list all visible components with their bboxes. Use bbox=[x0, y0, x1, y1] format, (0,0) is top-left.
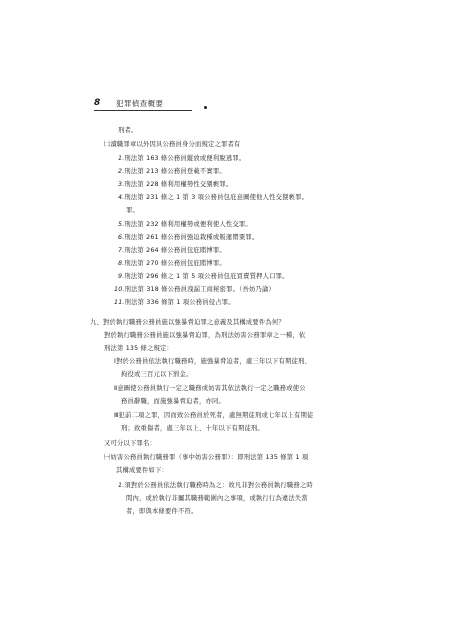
clause-marker: Ⅲ bbox=[114, 412, 119, 419]
statute-item bbox=[118, 193, 308, 203]
statute-text: 刑法第 270 條公務員包庇賭博罪。 bbox=[124, 260, 226, 267]
statute-text: 刑法第 318 條公務員洩漏工商秘密罪。（吾妨乃論） bbox=[124, 286, 275, 293]
statute-text: 刑法第 336 條第 1 項公務員侵占罪。 bbox=[124, 299, 235, 306]
statute-item bbox=[118, 259, 226, 269]
statute-number: 5. bbox=[118, 221, 125, 228]
element-text: 須對於公務員依法執行職務時為之：故凡非對公務員執行職務之時 bbox=[124, 482, 313, 489]
crime-heading: 其構成要件如下： bbox=[116, 467, 168, 474]
statute-text: 刑法第 261 條公務員強迫栽種或販運罌粟罪。 bbox=[124, 234, 259, 241]
statute-item bbox=[114, 298, 235, 308]
clause-3-line bbox=[114, 411, 313, 421]
statute-number: 6. bbox=[118, 234, 125, 241]
statute-item bbox=[118, 246, 226, 256]
clause-text: 拘役或三百元以下罰金。 bbox=[121, 371, 193, 378]
statute-text: 刑法第 228 條利用權勢性交猥褻罪。 bbox=[124, 181, 233, 188]
statute-continuation: 罪。 bbox=[126, 207, 139, 214]
clause-text: 刑；致重傷者，處三年以上、十年以下有期徒刑。 bbox=[121, 425, 264, 432]
statute-number: 10. bbox=[114, 286, 125, 293]
clause-text: 意圖使公務員執行一定之職務或妨害其依法執行一定之職務或使公 bbox=[117, 385, 306, 392]
statute-item bbox=[118, 167, 226, 177]
statute-number: 7. bbox=[118, 247, 125, 254]
element-line bbox=[118, 481, 313, 491]
clause-text: 犯前二項之罪，因而致公務員於死者，處無期徒刑或七年以上有期徒 bbox=[118, 412, 314, 419]
sub-heading: ㈡瀆職罪章以外因具公務員身分而規定之罪者有 bbox=[104, 141, 241, 148]
statute-number: 11. bbox=[114, 299, 125, 306]
running-header-title: 犯罪偵查概要 bbox=[116, 99, 164, 108]
element-text: 者，即與本條要件不符。 bbox=[126, 508, 198, 515]
clause-marker: Ⅱ bbox=[114, 385, 118, 392]
element-text: 間內，或於執行非屬其職務範圍內之事項，或執行行為違法失當 bbox=[126, 495, 308, 502]
element-number: 1. bbox=[118, 482, 125, 489]
statute-item bbox=[118, 154, 245, 164]
statute-text: 刑法第 296 條之 1 第 5 項公務員包庇買賣質押人口罪。 bbox=[124, 273, 289, 280]
statute-item bbox=[118, 180, 232, 190]
header-dot bbox=[204, 106, 207, 109]
section-heading: 九、對於執行職務公務員施以強暴脅迫罪之意義及其構成要件為何？ bbox=[90, 319, 285, 326]
statute-text: 刑法第 264 條公務員包庇賭博罪。 bbox=[124, 247, 226, 254]
clause-text: 務員辭職，而施強暴脅迫者，亦同。 bbox=[121, 398, 225, 405]
statute-item bbox=[118, 220, 252, 230]
clause-2-line bbox=[114, 384, 306, 394]
page-number: 8 bbox=[94, 98, 101, 108]
statute-item bbox=[118, 233, 258, 243]
split-intro: 又可分以下罪名： bbox=[104, 440, 156, 447]
section-paragraph-line: 對於執行職務公務員施以強暴脅迫罪，為刑法妨害公務罪章之一種，依 bbox=[104, 332, 306, 339]
statute-number: 8. bbox=[118, 260, 125, 267]
statute-item bbox=[114, 285, 275, 295]
intro-tail: 刑者。 bbox=[118, 127, 138, 134]
statute-text: 刑法第 231 條之 1 第 3 項公務員包庇意圖使他人性交猥褻罪。 bbox=[124, 194, 309, 201]
statute-number: 4. bbox=[118, 194, 125, 201]
header-rule bbox=[94, 110, 192, 111]
statute-number: 2. bbox=[118, 168, 125, 175]
statute-item bbox=[118, 272, 289, 282]
running-header bbox=[94, 98, 214, 112]
statute-text: 刑法第 163 條公務員縱放或便利脫逃罪。 bbox=[124, 155, 246, 162]
clause-1-line bbox=[114, 357, 311, 367]
statute-number: 9. bbox=[118, 273, 125, 280]
clause-text: 對於公務員依法執行職務時，施強暴脅迫者，處三年以下有期徒刑、 bbox=[116, 358, 311, 365]
clause-marker: Ⅰ bbox=[114, 358, 117, 365]
statute-number: 1. bbox=[118, 155, 125, 162]
section-paragraph-line: 刑法第 135 條之規定： bbox=[104, 345, 173, 352]
crime-heading: ㈠妨害公務員執行職務罪（事中妨害公務罪）：即刑法第 135 條第 1 項 bbox=[104, 454, 309, 461]
statute-text: 刑法第 213 條公務員登載不實罪。 bbox=[124, 168, 226, 175]
statute-text: 刑法第 232 條利用權勢或便利使人性交罪。 bbox=[124, 221, 252, 228]
statute-number: 3. bbox=[118, 181, 125, 188]
